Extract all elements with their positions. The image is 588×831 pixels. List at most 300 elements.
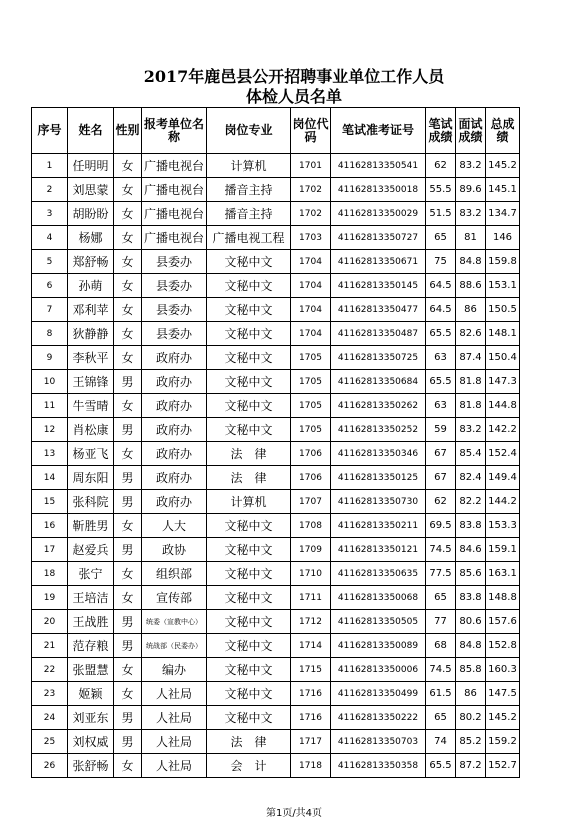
col-index-cell: 23 (32, 682, 68, 706)
col-name-cell: 孙萌 (68, 274, 114, 298)
table-row (32, 298, 520, 322)
col-gender-cell: 女 (114, 562, 142, 586)
col-exam-id-cell: 41162813350730 (331, 490, 426, 514)
col-major-cell: 文秘中文 (207, 586, 291, 610)
table-row (32, 322, 520, 346)
col-total-cell: 152.7 (486, 754, 520, 778)
col-gender-cell: 女 (114, 346, 142, 370)
col-interview-cell: 83.2 (456, 154, 486, 178)
col-name-cell: 赵爱兵 (68, 538, 114, 562)
col-total-cell: 163.1 (486, 562, 520, 586)
col-interview-cell: 84.8 (456, 634, 486, 658)
col-unit-cell: 政府办 (142, 418, 207, 442)
col-unit-cell: 统委（宣教中心） (142, 610, 207, 634)
table-row (32, 274, 520, 298)
col-code-cell: 1716 (291, 682, 331, 706)
col-name-cell: 王战胜 (68, 610, 114, 634)
col-interview-cell: 86 (456, 682, 486, 706)
col-interview-cell: 81.8 (456, 370, 486, 394)
col-name-cell: 范存粮 (68, 634, 114, 658)
col-interview-cell: 86 (456, 298, 486, 322)
col-index-cell: 3 (32, 202, 68, 226)
col-total-cell: 147.5 (486, 682, 520, 706)
col-gender-cell: 女 (114, 226, 142, 250)
col-index-cell: 8 (32, 322, 68, 346)
col-code-cell: 1701 (291, 154, 331, 178)
col-interview-cell: 80.2 (456, 706, 486, 730)
table-row (32, 514, 520, 538)
col-code-cell: 1705 (291, 370, 331, 394)
col-gender-cell: 男 (114, 418, 142, 442)
table-row (32, 346, 520, 370)
col-interview-cell: 85.4 (456, 442, 486, 466)
col-major-cell: 文秘中文 (207, 418, 291, 442)
col-name-cell: 刘权威 (68, 730, 114, 754)
table-row (32, 418, 520, 442)
col-exam-id-cell: 41162813350068 (331, 586, 426, 610)
col-exam-id-cell: 41162813350635 (331, 562, 426, 586)
col-code-cell: 1705 (291, 346, 331, 370)
col-code-cell: 1704 (291, 250, 331, 274)
col-exam-id-cell: 41162813350006 (331, 658, 426, 682)
col-unit-cell: 人社局 (142, 754, 207, 778)
table-row (32, 562, 520, 586)
col-index-cell: 11 (32, 394, 68, 418)
col-major-cell: 会 计 (207, 754, 291, 778)
col-code-cell: 1706 (291, 442, 331, 466)
col-gender-cell: 女 (114, 442, 142, 466)
col-exam-id-cell: 41162813350671 (331, 250, 426, 274)
col-exam-id-cell: 41162813350541 (331, 154, 426, 178)
col-total-header: 总成绩 (486, 108, 520, 154)
table-row (32, 730, 520, 754)
document-subtitle: 体检人员名单 (245, 87, 342, 106)
col-major-cell: 文秘中文 (207, 250, 291, 274)
col-name-cell: 郑舒畅 (68, 250, 114, 274)
col-gender-cell: 男 (114, 610, 142, 634)
col-interview-cell: 83.2 (456, 202, 486, 226)
col-total-cell: 144.8 (486, 394, 520, 418)
table-row (32, 610, 520, 634)
col-written-cell: 77.5 (426, 562, 456, 586)
col-interview-cell: 88.6 (456, 274, 486, 298)
col-gender-cell: 女 (114, 322, 142, 346)
col-written-cell: 65.5 (426, 322, 456, 346)
table-row (32, 442, 520, 466)
col-interview-cell: 85.6 (456, 562, 486, 586)
col-gender-cell: 女 (114, 682, 142, 706)
col-written-cell: 63 (426, 394, 456, 418)
col-code-cell: 1712 (291, 610, 331, 634)
col-exam-id-cell: 41162813350018 (331, 178, 426, 202)
col-name-cell: 张舒畅 (68, 754, 114, 778)
col-major-cell: 播音主持 (207, 202, 291, 226)
col-total-cell: 145.2 (486, 706, 520, 730)
col-major-cell: 文秘中文 (207, 370, 291, 394)
col-total-cell: 152.4 (486, 442, 520, 466)
col-total-cell: 152.8 (486, 634, 520, 658)
col-unit-cell: 广播电视台 (142, 178, 207, 202)
col-index-cell: 19 (32, 586, 68, 610)
col-major-cell: 文秘中文 (207, 394, 291, 418)
table-row (32, 226, 520, 250)
col-interview-cell: 87.2 (456, 754, 486, 778)
col-unit-cell: 广播电视台 (142, 202, 207, 226)
col-total-cell: 153.3 (486, 514, 520, 538)
col-name-cell: 邓利苹 (68, 298, 114, 322)
col-index-cell: 4 (32, 226, 68, 250)
col-total-cell: 144.2 (486, 490, 520, 514)
table-row (32, 250, 520, 274)
col-index-cell: 10 (32, 370, 68, 394)
col-gender-cell: 女 (114, 274, 142, 298)
table-row (32, 370, 520, 394)
col-exam-id-cell: 41162813350505 (331, 610, 426, 634)
col-index-cell: 13 (32, 442, 68, 466)
col-name-cell: 肖松康 (68, 418, 114, 442)
col-name-cell: 李秋平 (68, 346, 114, 370)
col-interview-cell: 81.8 (456, 394, 486, 418)
col-code-cell: 1702 (291, 178, 331, 202)
col-index-cell: 20 (32, 610, 68, 634)
col-exam-id-cell: 41162813350125 (331, 466, 426, 490)
candidate-table (31, 107, 520, 778)
col-major-cell: 法 律 (207, 730, 291, 754)
col-gender-cell: 男 (114, 706, 142, 730)
col-interview-header: 面试成绩 (456, 108, 486, 154)
col-written-cell: 59 (426, 418, 456, 442)
col-name-cell: 狄静静 (68, 322, 114, 346)
col-major-cell: 法 律 (207, 466, 291, 490)
col-interview-cell: 82.4 (456, 466, 486, 490)
col-unit-cell: 政府办 (142, 466, 207, 490)
col-major-cell: 广播电视工程 (207, 226, 291, 250)
col-written-cell: 65.5 (426, 754, 456, 778)
col-total-cell: 160.3 (486, 658, 520, 682)
col-code-cell: 1715 (291, 658, 331, 682)
col-total-cell: 148.1 (486, 322, 520, 346)
col-name-cell: 杨亚飞 (68, 442, 114, 466)
col-name-cell: 靳胜男 (68, 514, 114, 538)
col-gender-cell: 女 (114, 754, 142, 778)
col-major-cell: 文秘中文 (207, 298, 291, 322)
col-index-cell: 9 (32, 346, 68, 370)
col-written-cell: 65 (426, 586, 456, 610)
col-written-cell: 65 (426, 706, 456, 730)
col-gender-cell: 女 (114, 250, 142, 274)
col-code-cell: 1717 (291, 730, 331, 754)
col-gender-cell: 女 (114, 658, 142, 682)
col-unit-cell: 政府办 (142, 346, 207, 370)
col-interview-cell: 83.2 (456, 418, 486, 442)
col-total-cell: 159.1 (486, 538, 520, 562)
col-unit-cell: 政府办 (142, 490, 207, 514)
col-exam-id-cell: 41162813350725 (331, 346, 426, 370)
col-index-cell: 1 (32, 154, 68, 178)
col-written-cell: 61.5 (426, 682, 456, 706)
col-unit-cell: 组织部 (142, 562, 207, 586)
col-unit-cell: 人社局 (142, 706, 207, 730)
col-interview-cell: 83.8 (456, 514, 486, 538)
col-unit-cell: 统战部（民委办） (142, 634, 207, 658)
table-body (32, 154, 520, 778)
col-unit-cell: 县委办 (142, 250, 207, 274)
col-exam-id-cell: 41162813350684 (331, 370, 426, 394)
col-written-cell: 74.5 (426, 658, 456, 682)
col-total-cell: 147.3 (486, 370, 520, 394)
col-exam-id-cell: 41162813350029 (331, 202, 426, 226)
col-written-cell: 55.5 (426, 178, 456, 202)
page-footer: 第1页/共4页 (265, 808, 323, 819)
col-index-cell: 21 (32, 634, 68, 658)
col-total-cell: 145.2 (486, 154, 520, 178)
col-name-cell: 牛雪晴 (68, 394, 114, 418)
table-row (32, 658, 520, 682)
document-title: 2017年鹿邑县公开招聘事业单位工作人员 (143, 67, 445, 86)
table-header-row (32, 108, 520, 154)
col-name-cell: 姬颖 (68, 682, 114, 706)
col-exam-id-cell: 41162813350222 (331, 706, 426, 730)
col-gender-cell: 女 (114, 586, 142, 610)
col-exam-id-cell: 41162813350211 (331, 514, 426, 538)
col-unit-cell: 政府办 (142, 370, 207, 394)
col-interview-cell: 85.2 (456, 730, 486, 754)
col-total-cell: 150.5 (486, 298, 520, 322)
col-written-cell: 77 (426, 610, 456, 634)
col-code-cell: 1702 (291, 202, 331, 226)
col-interview-cell: 82.6 (456, 322, 486, 346)
table-row (32, 154, 520, 178)
col-index-cell: 15 (32, 490, 68, 514)
col-unit-cell: 政府办 (142, 394, 207, 418)
col-gender-cell: 女 (114, 154, 142, 178)
col-unit-cell: 县委办 (142, 274, 207, 298)
col-major-cell: 文秘中文 (207, 346, 291, 370)
col-major-cell: 文秘中文 (207, 610, 291, 634)
col-written-cell: 74.5 (426, 538, 456, 562)
col-gender-cell: 男 (114, 466, 142, 490)
table-row (32, 178, 520, 202)
col-exam-id-cell: 41162813350145 (331, 274, 426, 298)
col-code-cell: 1710 (291, 562, 331, 586)
col-unit-cell: 政协 (142, 538, 207, 562)
col-total-cell: 148.8 (486, 586, 520, 610)
col-total-cell: 157.6 (486, 610, 520, 634)
table-row (32, 682, 520, 706)
col-major-cell: 文秘中文 (207, 706, 291, 730)
table-row (32, 706, 520, 730)
col-gender-cell: 男 (114, 538, 142, 562)
col-index-cell: 14 (32, 466, 68, 490)
col-interview-cell: 82.2 (456, 490, 486, 514)
col-name-cell: 杨娜 (68, 226, 114, 250)
col-code-cell: 1704 (291, 322, 331, 346)
col-written-cell: 64.5 (426, 274, 456, 298)
table-row (32, 538, 520, 562)
col-unit-cell: 宣传部 (142, 586, 207, 610)
col-total-cell: 149.4 (486, 466, 520, 490)
table-row (32, 490, 520, 514)
col-total-cell: 142.2 (486, 418, 520, 442)
col-code-cell: 1703 (291, 226, 331, 250)
col-gender-header: 性别 (114, 108, 142, 154)
col-unit-cell: 人大 (142, 514, 207, 538)
col-unit-cell: 政府办 (142, 442, 207, 466)
col-written-cell: 69.5 (426, 514, 456, 538)
col-major-header: 岗位专业 (207, 108, 291, 154)
col-index-cell: 5 (32, 250, 68, 274)
col-index-cell: 22 (32, 658, 68, 682)
col-code-cell: 1708 (291, 514, 331, 538)
table-row (32, 586, 520, 610)
col-code-cell: 1718 (291, 754, 331, 778)
col-unit-cell: 人社局 (142, 730, 207, 754)
col-major-cell: 文秘中文 (207, 562, 291, 586)
col-written-cell: 67 (426, 442, 456, 466)
col-name-cell: 周东阳 (68, 466, 114, 490)
col-gender-cell: 男 (114, 490, 142, 514)
col-total-cell: 134.7 (486, 202, 520, 226)
col-name-cell: 任明明 (68, 154, 114, 178)
col-written-cell: 63 (426, 346, 456, 370)
col-exam-id-cell: 41162813350499 (331, 682, 426, 706)
col-code-cell: 1705 (291, 418, 331, 442)
col-code-cell: 1716 (291, 706, 331, 730)
col-interview-cell: 85.8 (456, 658, 486, 682)
col-total-cell: 153.1 (486, 274, 520, 298)
col-written-cell: 74 (426, 730, 456, 754)
col-code-cell: 1704 (291, 298, 331, 322)
table-row (32, 202, 520, 226)
col-name-cell: 张宁 (68, 562, 114, 586)
col-major-cell: 计算机 (207, 490, 291, 514)
col-gender-cell: 女 (114, 178, 142, 202)
col-written-header: 笔试成绩 (426, 108, 456, 154)
col-name-cell: 胡盼盼 (68, 202, 114, 226)
col-written-cell: 65 (426, 226, 456, 250)
col-code-cell: 1706 (291, 466, 331, 490)
col-exam-id-cell: 41162813350252 (331, 418, 426, 442)
col-major-cell: 文秘中文 (207, 322, 291, 346)
col-major-cell: 文秘中文 (207, 538, 291, 562)
col-major-cell: 文秘中文 (207, 658, 291, 682)
col-name-header: 姓名 (68, 108, 114, 154)
col-major-cell: 文秘中文 (207, 682, 291, 706)
col-written-cell: 75 (426, 250, 456, 274)
col-interview-cell: 80.6 (456, 610, 486, 634)
table-row (32, 754, 520, 778)
col-code-cell: 1714 (291, 634, 331, 658)
col-index-cell: 12 (32, 418, 68, 442)
col-written-cell: 68 (426, 634, 456, 658)
table-row (32, 634, 520, 658)
col-written-cell: 62 (426, 490, 456, 514)
col-name-cell: 王锦锋 (68, 370, 114, 394)
col-index-cell: 25 (32, 730, 68, 754)
col-index-cell: 24 (32, 706, 68, 730)
col-interview-cell: 81 (456, 226, 486, 250)
col-exam-id-cell: 41162813350121 (331, 538, 426, 562)
col-name-cell: 张科院 (68, 490, 114, 514)
col-gender-cell: 男 (114, 730, 142, 754)
col-major-cell: 文秘中文 (207, 634, 291, 658)
col-index-cell: 16 (32, 514, 68, 538)
col-unit-cell: 县委办 (142, 298, 207, 322)
col-total-cell: 146 (486, 226, 520, 250)
col-major-cell: 文秘中文 (207, 514, 291, 538)
col-exam-id-cell: 41162813350703 (331, 730, 426, 754)
col-written-cell: 67 (426, 466, 456, 490)
col-code-cell: 1709 (291, 538, 331, 562)
col-interview-cell: 87.4 (456, 346, 486, 370)
col-total-cell: 145.1 (486, 178, 520, 202)
col-name-cell: 刘思蒙 (68, 178, 114, 202)
col-written-cell: 62 (426, 154, 456, 178)
col-gender-cell: 女 (114, 394, 142, 418)
col-interview-cell: 84.8 (456, 250, 486, 274)
col-exam-id-cell: 41162813350262 (331, 394, 426, 418)
col-index-cell: 26 (32, 754, 68, 778)
col-interview-cell: 84.6 (456, 538, 486, 562)
col-exam-id-header: 笔试准考证号 (331, 108, 426, 154)
col-unit-cell: 县委办 (142, 322, 207, 346)
col-major-cell: 文秘中文 (207, 274, 291, 298)
col-gender-cell: 女 (114, 514, 142, 538)
col-total-cell: 159.2 (486, 730, 520, 754)
col-total-cell: 150.4 (486, 346, 520, 370)
col-exam-id-cell: 41162813350727 (331, 226, 426, 250)
col-index-cell: 6 (32, 274, 68, 298)
col-major-cell: 播音主持 (207, 178, 291, 202)
col-index-header: 序号 (32, 108, 68, 154)
col-written-cell: 65.5 (426, 370, 456, 394)
col-exam-id-cell: 41162813350358 (331, 754, 426, 778)
col-name-cell: 刘亚东 (68, 706, 114, 730)
col-exam-id-cell: 41162813350487 (331, 322, 426, 346)
col-code-cell: 1704 (291, 274, 331, 298)
col-name-cell: 王培洁 (68, 586, 114, 610)
table-row (32, 394, 520, 418)
col-gender-cell: 男 (114, 370, 142, 394)
col-unit-cell: 广播电视台 (142, 154, 207, 178)
col-interview-cell: 89.6 (456, 178, 486, 202)
col-index-cell: 18 (32, 562, 68, 586)
col-code-cell: 1705 (291, 394, 331, 418)
col-exam-id-cell: 41162813350089 (331, 634, 426, 658)
col-gender-cell: 女 (114, 298, 142, 322)
col-name-cell: 张盟慧 (68, 658, 114, 682)
col-unit-cell: 广播电视台 (142, 226, 207, 250)
col-unit-header: 报考单位名称 (142, 108, 207, 154)
col-major-cell: 计算机 (207, 154, 291, 178)
col-gender-cell: 男 (114, 634, 142, 658)
col-written-cell: 51.5 (426, 202, 456, 226)
col-unit-cell: 编办 (142, 658, 207, 682)
table-row (32, 466, 520, 490)
col-total-cell: 159.8 (486, 250, 520, 274)
col-code-header: 岗位代码 (291, 108, 331, 154)
col-interview-cell: 83.8 (456, 586, 486, 610)
col-index-cell: 7 (32, 298, 68, 322)
col-major-cell: 法 律 (207, 442, 291, 466)
col-index-cell: 17 (32, 538, 68, 562)
col-index-cell: 2 (32, 178, 68, 202)
col-exam-id-cell: 41162813350346 (331, 442, 426, 466)
col-unit-cell: 人社局 (142, 682, 207, 706)
col-code-cell: 1707 (291, 490, 331, 514)
col-written-cell: 64.5 (426, 298, 456, 322)
col-code-cell: 1711 (291, 586, 331, 610)
